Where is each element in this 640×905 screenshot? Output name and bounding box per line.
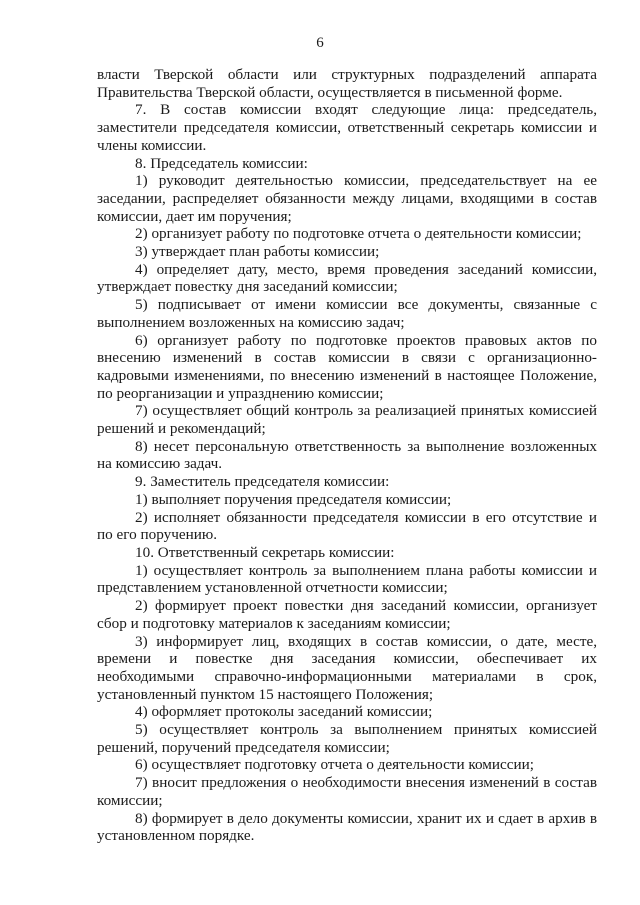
paragraph: 8. Председатель комиссии:	[135, 154, 308, 172]
paragraph: 7. В состав комиссии входят следующие лица: председатель, заместители председателя комиссии, ответственный секретарь комиссии и члены комиссии.	[97, 101, 597, 154]
paragraph: 1) осуществляет контроль за выполнением плана работы комиссии и представлением установленной отчетности комиссии;	[97, 561, 597, 597]
paragraph: 9. Заместитель председателя комиссии:	[135, 473, 390, 491]
paragraph: 8) формирует в дело документы комиссии, хранит их и сдает в архив в установленном порядке.	[97, 809, 597, 845]
paragraph: 5) подписывает от имени комиссии все документы, связанные с выполнением возложенных на комиссию задач;	[97, 296, 597, 331]
paragraph: 2) организует работу по подготовке отчета о деятельности комиссии;	[135, 225, 582, 243]
paragraph: 8) несет персональную ответственность за выполнение возложенных на комиссию задач.	[97, 437, 597, 473]
paragraph: 5) осуществляет контроль за выполнением принятых комиссией решений, поручений председателя комиссии;	[97, 721, 597, 756]
paragraph: власти Тверской области или структурных подразделений аппарата Правительства Тверской области, осуществляется в письменной форме.	[97, 66, 597, 101]
paragraph: 6) организует работу по подготовке проектов правовых актов по внесению изменений в состав комиссии в связи с организационно-кадровыми изменениями, по внесению изменений в настоящее Положение, по реорганизации и упразднению комиссии;	[97, 331, 597, 402]
paragraph: 7) вносит предложения о необходимости внесения изменений в состав комиссии;	[97, 774, 597, 809]
paragraph: 4) оформляет протоколы заседаний комиссии;	[135, 703, 433, 721]
paragraph: 2) формирует проект повестки дня заседаний комиссии, организует сбор и подготовку материалов к заседаниям комиссии;	[97, 597, 597, 632]
paragraph: 3) информирует лиц, входящих в состав комиссии, о дате, месте, времени и повестке дня заседания комиссии, обеспечивает их необходимыми справочно-информационными материалами в срок, установленный пунктом 15 настоящего Положения;	[97, 632, 597, 703]
paragraph: 3) утверждает план работы комиссии;	[135, 243, 380, 261]
paragraph: 1) руководит деятельностью комиссии, председательствует на ее заседании, распределяет обязанности между лицами, входящими в состав комиссии, дает им поручения;	[97, 172, 597, 225]
page-number: 6	[316, 35, 324, 51]
paragraph: 6) осуществляет подготовку отчета о деятельности комиссии;	[135, 756, 534, 774]
paragraph: 10. Ответственный секретарь комиссии:	[135, 543, 395, 561]
paragraph: 2) исполняет обязанности председателя комиссии в его отсутствие и по его поручению.	[97, 508, 597, 544]
paragraph: 7) осуществляет общий контроль за реализацией принятых комиссией решений и рекомендаций;	[97, 402, 597, 438]
document-body	[97, 66, 597, 845]
paragraph: 4) определяет дату, место, время проведения заседаний комиссии, утверждает повестку дня заседаний комиссии;	[97, 260, 597, 296]
paragraph: 1) выполняет поручения председателя комиссии;	[135, 490, 452, 508]
